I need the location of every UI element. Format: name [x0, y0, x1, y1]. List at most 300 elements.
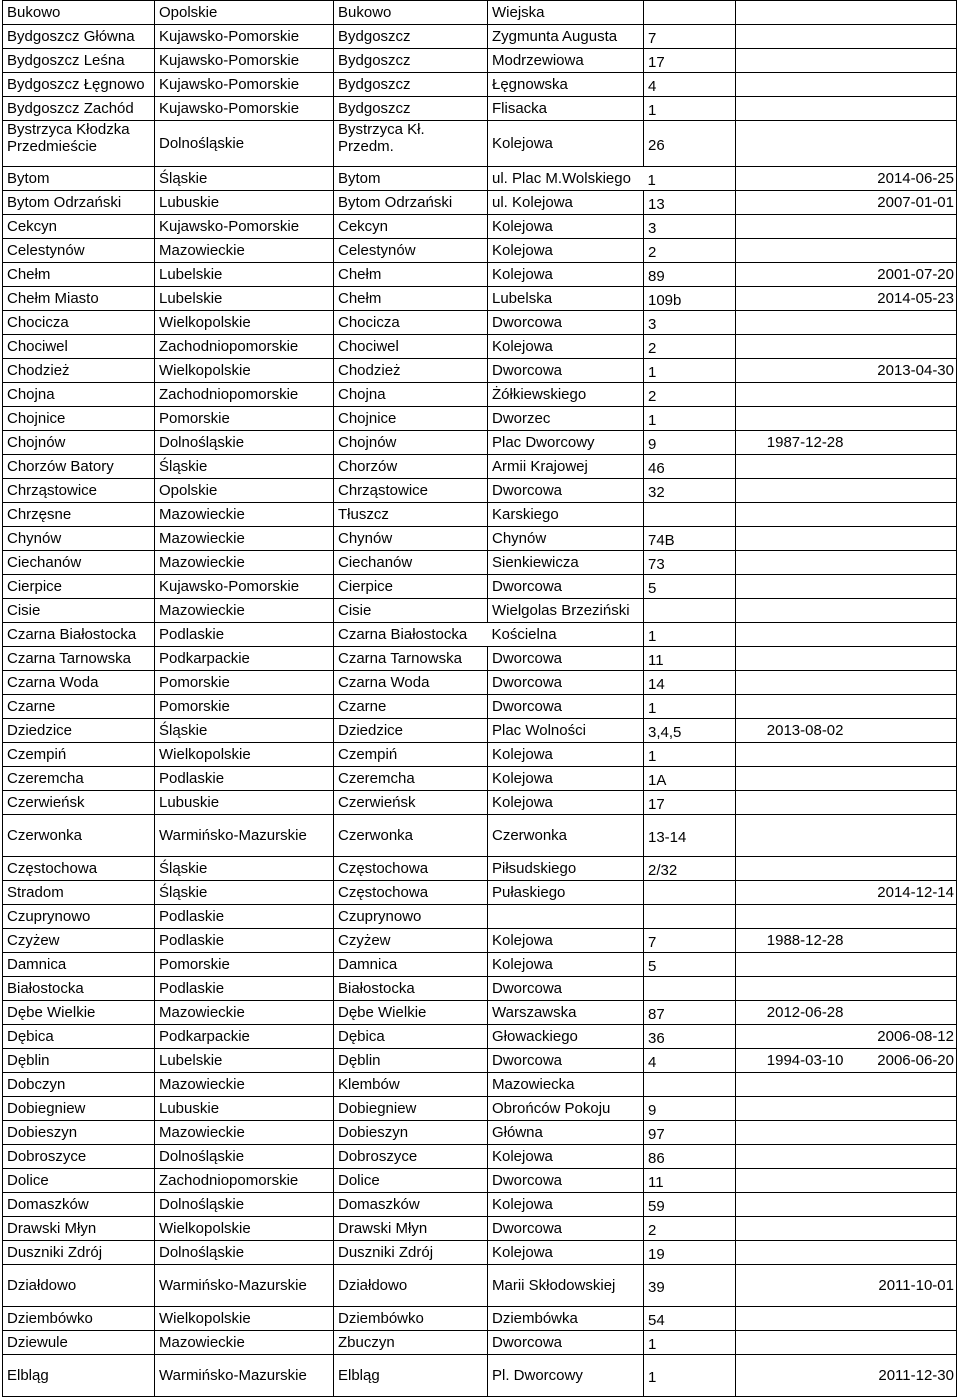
voivodeship-cell: Podlaskie — [155, 929, 334, 953]
date-cell — [846, 1217, 957, 1241]
town-cell: Chrząstowice — [334, 479, 488, 503]
number-cell: 59 — [644, 1193, 736, 1217]
street-cell: Dworzec — [488, 407, 644, 431]
table-row — [3, 953, 957, 977]
town-cell: Czeremcha — [334, 767, 488, 791]
table-row — [3, 671, 957, 695]
table-row — [3, 1, 957, 25]
date-cell — [846, 1331, 957, 1355]
station-cell: Częstochowa — [3, 857, 155, 881]
date-cell — [846, 767, 957, 791]
town-cell: Dolice — [334, 1169, 488, 1193]
date-cell — [736, 455, 846, 479]
date-cell — [846, 1097, 957, 1121]
date-cell — [736, 551, 846, 575]
street-cell: Dworcowa — [488, 647, 644, 671]
street-cell: Lubelska — [488, 287, 644, 311]
voivodeship-cell: Pomorskie — [155, 953, 334, 977]
number-cell: 87 — [644, 1001, 736, 1025]
town-cell: Cekcyn — [334, 215, 488, 239]
voivodeship-cell: Śląskie — [155, 455, 334, 479]
table-row — [3, 551, 957, 575]
date-cell — [736, 121, 846, 167]
table-row — [3, 1049, 957, 1073]
table-row — [3, 881, 957, 905]
street-cell: Głowackiego — [488, 1025, 644, 1049]
street-cell: Dworcowa — [488, 479, 644, 503]
number-cell: 3 — [644, 311, 736, 335]
number-cell: 2 — [644, 335, 736, 359]
date-cell — [736, 287, 846, 311]
street-cell: Dworcowa — [488, 311, 644, 335]
number-cell: 1 — [644, 695, 736, 719]
table-row — [3, 857, 957, 881]
date-cell: 2013-08-02 — [736, 719, 846, 743]
date-cell — [736, 1193, 846, 1217]
voivodeship-cell: Wielkopolskie — [155, 359, 334, 383]
date-cell — [846, 599, 957, 623]
street-cell: Dworcowa — [488, 695, 644, 719]
date-cell — [736, 1025, 846, 1049]
street-cell: Główna — [488, 1121, 644, 1145]
voivodeship-cell: Wielkopolskie — [155, 743, 334, 767]
table-row — [3, 791, 957, 815]
date-cell — [846, 1307, 957, 1331]
number-cell: 9 — [644, 1097, 736, 1121]
town-cell: Drawski Młyn — [334, 1217, 488, 1241]
date-cell — [846, 1, 957, 25]
street-cell: Kolejowa — [488, 767, 644, 791]
station-cell: Duszniki Zdrój — [3, 1241, 155, 1265]
date-cell — [846, 929, 957, 953]
table-row — [3, 25, 957, 49]
date-cell — [846, 73, 957, 97]
number-cell: 2/32 — [644, 857, 736, 881]
table-row — [3, 383, 957, 407]
voivodeship-cell: Zachodniopomorskie — [155, 335, 334, 359]
table-row — [3, 767, 957, 791]
town-cell: Dobieszyn — [334, 1121, 488, 1145]
date-cell — [736, 383, 846, 407]
station-cell: Chojnice — [3, 407, 155, 431]
number-cell: 1 — [644, 1355, 736, 1397]
voivodeship-cell: Mazowieckie — [155, 1121, 334, 1145]
town-cell: Częstochowa — [334, 857, 488, 881]
date-cell: 2011-12-30 — [846, 1355, 957, 1397]
town-cell: Chodzież — [334, 359, 488, 383]
voivodeship-cell: Mazowieckie — [155, 1001, 334, 1025]
station-cell: Bytom — [3, 167, 155, 191]
number-cell: 7 — [644, 929, 736, 953]
town-cell: Damnica — [334, 953, 488, 977]
number-cell: 17 — [644, 791, 736, 815]
date-cell — [736, 167, 846, 191]
date-cell — [846, 953, 957, 977]
date-cell: 1994-03-10 — [736, 1049, 846, 1073]
town-cell: Elbląg — [334, 1355, 488, 1397]
date-cell — [846, 1073, 957, 1097]
date-cell — [846, 25, 957, 49]
station-cell: Dolice — [3, 1169, 155, 1193]
date-cell — [736, 695, 846, 719]
station-cell: Czarna Tarnowska — [3, 647, 155, 671]
date-cell — [846, 97, 957, 121]
station-cell: Dziedzice — [3, 719, 155, 743]
station-cell: Chojna — [3, 383, 155, 407]
number-cell: 1A — [644, 767, 736, 791]
town-cell: Czuprynowo — [334, 905, 488, 929]
street-cell: Kolejowa — [488, 743, 644, 767]
station-cell: Bukowo — [3, 1, 155, 25]
voivodeship-cell: Dolnośląskie — [155, 1193, 334, 1217]
table-row — [3, 73, 957, 97]
table-row — [3, 905, 957, 929]
table-row — [3, 1169, 957, 1193]
table-row — [3, 335, 957, 359]
date-cell — [736, 527, 846, 551]
table-row — [3, 311, 957, 335]
station-cell: Dobczyn — [3, 1073, 155, 1097]
voivodeship-cell: Warmińsko-Mazurskie — [155, 815, 334, 857]
street-cell: Marii Skłodowskiej — [488, 1265, 644, 1307]
station-cell: Chrząstowice — [3, 479, 155, 503]
town-cell: Bystrzyca Kł. Przedm. — [334, 121, 488, 167]
street-cell: Kolejowa — [488, 263, 644, 287]
number-cell: 26 — [644, 121, 736, 167]
voivodeship-cell: Podlaskie — [155, 905, 334, 929]
voivodeship-cell: Wielkopolskie — [155, 1217, 334, 1241]
voivodeship-cell: Mazowieckie — [155, 239, 334, 263]
voivodeship-cell: Dolnośląskie — [155, 1241, 334, 1265]
station-cell: Dębe Wielkie — [3, 1001, 155, 1025]
date-cell: 2014-06-25 — [846, 167, 957, 191]
voivodeship-cell: Lubuskie — [155, 791, 334, 815]
voivodeship-cell: Śląskie — [155, 719, 334, 743]
town-cell: Chojnów — [334, 431, 488, 455]
number-cell: 1 — [644, 407, 736, 431]
table-row — [3, 1193, 957, 1217]
table-row — [3, 1355, 957, 1397]
street-cell: Pl. Dworcowy — [488, 1355, 644, 1397]
date-cell — [736, 73, 846, 97]
station-cell: Dęblin — [3, 1049, 155, 1073]
town-cell: Chorzów — [334, 455, 488, 479]
date-cell — [846, 335, 957, 359]
number-cell — [644, 905, 736, 929]
voivodeship-cell: Zachodniopomorskie — [155, 1169, 334, 1193]
street-cell: Dworcowa — [488, 1169, 644, 1193]
station-cell: Cierpice — [3, 575, 155, 599]
street-cell: Czerwonka — [488, 815, 644, 857]
voivodeship-cell: Mazowieckie — [155, 1331, 334, 1355]
number-cell: 2 — [644, 1217, 736, 1241]
voivodeship-cell: Mazowieckie — [155, 551, 334, 575]
table-row — [3, 977, 957, 1001]
table-row — [3, 263, 957, 287]
station-cell: Dobroszyce — [3, 1145, 155, 1169]
date-cell — [736, 671, 846, 695]
town-cell: Białostocka — [334, 977, 488, 1001]
voivodeship-cell: Podlaskie — [155, 623, 334, 647]
voivodeship-cell: Śląskie — [155, 881, 334, 905]
town-cell: Dębe Wielkie — [334, 1001, 488, 1025]
town-cell: Chełm — [334, 263, 488, 287]
town-cell: Czarne — [334, 695, 488, 719]
station-cell: Chorzów Batory — [3, 455, 155, 479]
street-cell: Kolejowa — [488, 1241, 644, 1265]
station-cell: Chocicza — [3, 311, 155, 335]
number-cell: 4 — [644, 73, 736, 97]
town-cell: Czarna Woda — [334, 671, 488, 695]
station-cell: Czerwieńsk — [3, 791, 155, 815]
table-row — [3, 1001, 957, 1025]
town-cell: Bydgoszcz — [334, 49, 488, 73]
table-row — [3, 1073, 957, 1097]
table-row — [3, 929, 957, 953]
number-cell — [644, 1, 736, 25]
table-row — [3, 359, 957, 383]
date-cell — [736, 1217, 846, 1241]
number-cell: 5 — [644, 575, 736, 599]
voivodeship-cell: Podlaskie — [155, 767, 334, 791]
town-cell: Klembów — [334, 1073, 488, 1097]
street-cell: Dworcowa — [488, 1217, 644, 1241]
station-cell: Ciechanów — [3, 551, 155, 575]
date-cell — [846, 1145, 957, 1169]
date-cell — [736, 49, 846, 73]
date-cell — [736, 791, 846, 815]
number-cell: 74B — [644, 527, 736, 551]
date-cell — [736, 1169, 846, 1193]
street-cell: Chynów — [488, 527, 644, 551]
number-cell: 46 — [644, 455, 736, 479]
table-row — [3, 527, 957, 551]
number-cell: 1 — [644, 623, 736, 647]
table-row — [3, 287, 957, 311]
date-cell — [846, 1001, 957, 1025]
street-cell: Żółkiewskiego — [488, 383, 644, 407]
date-cell — [846, 695, 957, 719]
date-cell: 1987-12-28 — [736, 431, 846, 455]
town-cell: Czerwieńsk — [334, 791, 488, 815]
town-cell: Czarna Tarnowska — [334, 647, 488, 671]
number-cell: 7 — [644, 25, 736, 49]
station-cell: Cekcyn — [3, 215, 155, 239]
voivodeship-cell: Podkarpackie — [155, 1025, 334, 1049]
street-cell: Dziembówka — [488, 1307, 644, 1331]
voivodeship-cell: Dolnośląskie — [155, 1145, 334, 1169]
number-cell: 13-14 — [644, 815, 736, 857]
number-cell: 73 — [644, 551, 736, 575]
voivodeship-cell: Kujawsko-Pomorskie — [155, 575, 334, 599]
table-row — [3, 191, 957, 215]
street-cell: Kościelna — [488, 623, 644, 647]
date-cell — [846, 719, 957, 743]
voivodeship-cell: Pomorskie — [155, 671, 334, 695]
street-cell: Wielgolas Brzeziński — [488, 599, 644, 623]
town-cell: Duszniki Zdrój — [334, 1241, 488, 1265]
date-cell: 2014-05-23 — [846, 287, 957, 311]
station-cell: Czarne — [3, 695, 155, 719]
town-cell: Dobroszyce — [334, 1145, 488, 1169]
date-cell — [846, 977, 957, 1001]
town-cell: Bydgoszcz — [334, 25, 488, 49]
number-cell: 11 — [644, 647, 736, 671]
voivodeship-cell: Pomorskie — [155, 407, 334, 431]
voivodeship-cell: Pomorskie — [155, 695, 334, 719]
station-cell: Chociwel — [3, 335, 155, 359]
date-cell — [846, 743, 957, 767]
date-cell — [736, 1241, 846, 1265]
street-cell: Kolejowa — [488, 121, 644, 167]
town-cell: Bydgoszcz — [334, 97, 488, 121]
street-cell: Modrzewiowa — [488, 49, 644, 73]
date-cell — [846, 791, 957, 815]
street-cell: Dworcowa — [488, 1331, 644, 1355]
town-cell: Chełm — [334, 287, 488, 311]
number-cell: 17 — [644, 49, 736, 73]
station-cell: Chynów — [3, 527, 155, 551]
street-cell: Dworcowa — [488, 359, 644, 383]
table-row — [3, 1121, 957, 1145]
date-cell — [846, 503, 957, 527]
street-cell: Plac Dworcowy — [488, 431, 644, 455]
date-cell — [736, 815, 846, 857]
number-cell: 86 — [644, 1145, 736, 1169]
date-cell — [846, 311, 957, 335]
station-cell: Stradom — [3, 881, 155, 905]
street-cell: Kolejowa — [488, 1145, 644, 1169]
number-cell: 4 — [644, 1049, 736, 1073]
number-cell: 2 — [644, 383, 736, 407]
town-cell: Celestynów — [334, 239, 488, 263]
number-cell: 32 — [644, 479, 736, 503]
voivodeship-cell: Podkarpackie — [155, 647, 334, 671]
date-cell — [736, 881, 846, 905]
voivodeship-cell: Lubelskie — [155, 1049, 334, 1073]
town-cell: Dobiegniew — [334, 1097, 488, 1121]
date-cell — [736, 857, 846, 881]
stations-table — [2, 0, 957, 1397]
town-cell: Chociwel — [334, 335, 488, 359]
number-cell: 1 — [644, 167, 736, 191]
street-cell — [488, 905, 644, 929]
town-cell: Dęblin — [334, 1049, 488, 1073]
voivodeship-cell: Warmińsko-Mazurskie — [155, 1355, 334, 1397]
date-cell — [736, 407, 846, 431]
date-cell — [736, 623, 846, 647]
date-cell — [846, 671, 957, 695]
street-cell: Kolejowa — [488, 1193, 644, 1217]
voivodeship-cell: Śląskie — [155, 167, 334, 191]
date-cell: 2012-06-28 — [736, 1001, 846, 1025]
station-cell: Dziembówko — [3, 1307, 155, 1331]
voivodeship-cell: Mazowieckie — [155, 503, 334, 527]
table-row — [3, 455, 957, 479]
number-cell: 109b — [644, 287, 736, 311]
table-row — [3, 647, 957, 671]
number-cell: 1 — [644, 359, 736, 383]
date-cell — [846, 815, 957, 857]
street-cell: Wiejska — [488, 1, 644, 25]
street-cell: Karskiego — [488, 503, 644, 527]
table-row — [3, 1145, 957, 1169]
number-cell — [644, 977, 736, 1001]
street-cell: Piłsudskiego — [488, 857, 644, 881]
station-cell: Bytom Odrzański — [3, 191, 155, 215]
station-cell: Działdowo — [3, 1265, 155, 1307]
table-row — [3, 695, 957, 719]
voivodeship-cell: Kujawsko-Pomorskie — [155, 49, 334, 73]
station-cell: Czempiń — [3, 743, 155, 767]
voivodeship-cell: Mazowieckie — [155, 1073, 334, 1097]
table-row — [3, 97, 957, 121]
street-cell: ul. Kolejowa — [488, 191, 644, 215]
table-row — [3, 719, 957, 743]
date-cell — [736, 1121, 846, 1145]
number-cell: 14 — [644, 671, 736, 695]
town-cell: Czyżew — [334, 929, 488, 953]
date-cell — [736, 311, 846, 335]
street-cell: Zygmunta Augusta — [488, 25, 644, 49]
number-cell: 1 — [644, 97, 736, 121]
table-row — [3, 1307, 957, 1331]
street-cell: Flisacka — [488, 97, 644, 121]
street-cell: ul. Plac M.Wolskiego — [488, 167, 644, 191]
table-row — [3, 407, 957, 431]
station-cell: Bydgoszcz Łęgnowo — [3, 73, 155, 97]
station-cell: Czarna Woda — [3, 671, 155, 695]
date-cell — [846, 1241, 957, 1265]
number-cell: 39 — [644, 1265, 736, 1307]
date-cell — [736, 767, 846, 791]
number-cell: 5 — [644, 953, 736, 977]
date-cell — [736, 479, 846, 503]
number-cell: 19 — [644, 1241, 736, 1265]
street-cell: Sienkiewicza — [488, 551, 644, 575]
station-cell: Cisie — [3, 599, 155, 623]
date-cell — [846, 49, 957, 73]
table-row — [3, 1265, 957, 1307]
number-cell: 36 — [644, 1025, 736, 1049]
date-cell — [846, 905, 957, 929]
town-cell: Bytom — [334, 167, 488, 191]
date-cell: 2014-12-14 — [846, 881, 957, 905]
town-cell: Dziembówko — [334, 1307, 488, 1331]
number-cell: 11 — [644, 1169, 736, 1193]
date-cell — [736, 575, 846, 599]
town-cell: Chynów — [334, 527, 488, 551]
table-row — [3, 1097, 957, 1121]
table-row — [3, 623, 957, 647]
date-cell — [736, 1331, 846, 1355]
town-cell: Domaszków — [334, 1193, 488, 1217]
number-cell: 3,4,5 — [644, 719, 736, 743]
street-cell: Kolejowa — [488, 335, 644, 359]
street-cell: Kolejowa — [488, 239, 644, 263]
date-cell — [736, 25, 846, 49]
station-cell: Drawski Młyn — [3, 1217, 155, 1241]
table-row — [3, 575, 957, 599]
table-row — [3, 815, 957, 857]
date-cell — [736, 215, 846, 239]
town-cell: Bukowo — [334, 1, 488, 25]
town-cell: Czerwonka — [334, 815, 488, 857]
voivodeship-cell: Kujawsko-Pomorskie — [155, 25, 334, 49]
station-cell: Czeremcha — [3, 767, 155, 791]
station-cell: Celestynów — [3, 239, 155, 263]
voivodeship-cell: Dolnośląskie — [155, 431, 334, 455]
